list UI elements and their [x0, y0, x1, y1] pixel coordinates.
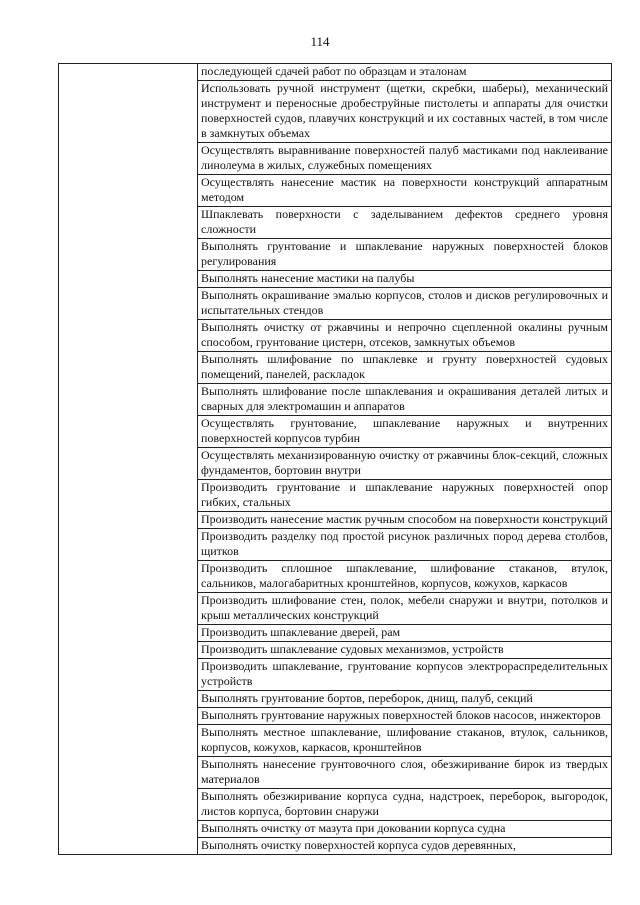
cell-text: Выполнять грунтование бортов, переборок, днищ, палуб, секций	[201, 691, 533, 705]
table-cell	[198, 175, 612, 207]
table-body	[59, 64, 612, 855]
table-cell	[198, 352, 612, 384]
cell-text: Выполнять грунтование и шпаклевание наружных поверхностей блоков регулирования	[201, 239, 608, 268]
cell-text: Выполнять нанесение грунтовочного слоя, обезжиривание бирок из твердых материалов	[201, 757, 608, 786]
empty-left-cell	[59, 64, 198, 855]
cell-text: Производить шпаклевание, грунтование корпусов электрораспределительных устройств	[201, 659, 608, 688]
requirements-table	[58, 63, 612, 855]
table-cell	[198, 512, 612, 529]
cell-text: Выполнять обезжиривание корпуса судна, надстроек, переборок, выгородок, листов корпуса, бортовин снаружи	[201, 789, 608, 818]
cell-text: Выполнять очистку от мазута при доковании корпуса судна	[201, 821, 506, 835]
cell-text: Выполнять нанесение мастики на палубы	[201, 271, 415, 285]
table-cell	[198, 659, 612, 691]
table-cell	[198, 271, 612, 288]
cell-text: Производить шпаклевание судовых механизмов, устройств	[201, 642, 504, 656]
table-cell	[198, 642, 612, 659]
cell-text: Осуществлять механизированную очистку от ржавчины блок-секций, сложных фундаментов, бортовин внутри	[201, 448, 608, 477]
cell-text: Шпаклевать поверхности с заделыванием дефектов среднего уровня сложности	[201, 207, 608, 236]
cell-text: Осуществлять грунтование, шпаклевание наружных и внутренних поверхностей корпусов турбин	[201, 416, 608, 445]
table-cell	[198, 448, 612, 480]
table-cell	[198, 384, 612, 416]
table-cell	[198, 625, 612, 642]
cell-text: Выполнять грунтование наружных поверхностей блоков насосов, инжекторов	[201, 708, 601, 722]
cell-text: Выполнять шлифование по шпаклевке и грунту поверхностей судовых помещений, панелей, раскладок	[201, 352, 608, 381]
table-cell	[198, 320, 612, 352]
table-cell	[198, 708, 612, 725]
table-cell	[198, 691, 612, 708]
table-cell	[198, 529, 612, 561]
cell-text: Осуществлять выравнивание поверхностей палуб мастиками под наклеивание линолеума в жилых, служебных помещениях	[201, 143, 608, 172]
cell-text: Выполнять очистку поверхностей корпуса судов деревянных,	[201, 838, 517, 852]
cell-text: Выполнять очистку от ржавчины и непрочно сцепленной окалины ручным способом, грунтование цистерн, отсеков, замкнутых объемов	[201, 320, 608, 349]
table-cell	[198, 480, 612, 512]
table-cell	[198, 593, 612, 625]
table-cell	[198, 288, 612, 320]
table-cell	[198, 725, 612, 757]
cell-text: Выполнять окрашивание эмалью корпусов, столов и дисков регулировочных и испытательных стендов	[201, 288, 608, 317]
cell-text: Производить шпаклевание дверей, рам	[201, 625, 401, 639]
table-cell	[198, 789, 612, 821]
table-row	[59, 64, 612, 81]
table-cell	[198, 239, 612, 271]
table-cell	[198, 81, 612, 143]
table-cell	[198, 64, 612, 81]
cell-text: Выполнять местное шпаклевание, шлифование стаканов, втулок, сальников, корпусов, кожухов, каркасов, кронштейнов	[201, 725, 608, 754]
cell-text: Производить шлифование стен, полок, мебели снаружи и внутри, потолков и крыш металлических конструкций	[201, 593, 608, 622]
cell-text: Использовать ручной инструмент (щетки, скребки, шаберы), механический инструмент и переносные дробеструйные пистолеты и аппараты для очистки поверхностей судов, плавучих конструкций и их составных частей, в том числе в замкнутых объемах	[201, 81, 608, 140]
table-cell	[198, 207, 612, 239]
cell-text: Осуществлять нанесение мастик на поверхности конструкций аппаратным методом	[201, 175, 608, 204]
table-cell	[198, 561, 612, 593]
table-cell	[198, 838, 612, 855]
cell-text: Производить сплошное шпаклевание, шлифование стаканов, втулок, сальников, малогабаритных кронштейнов, корпусов, кожухов, каркасов	[201, 561, 608, 590]
table-cell	[198, 143, 612, 175]
table-cell	[198, 416, 612, 448]
cell-text: последующей сдачей работ по образцам и эталонам	[201, 64, 467, 78]
table-cell	[198, 757, 612, 789]
cell-text: Выполнять шлифование после шпаклевания и окрашивания деталей литых и сварных для электромашин и аппаратов	[201, 384, 608, 413]
page-number: 114	[310, 34, 330, 49]
cell-text: Производить нанесение мастик ручным способом на поверхности конструкций	[201, 512, 608, 526]
cell-text: Производить разделку под простой рисунок различных пород дерева столбов, щитков	[201, 529, 608, 558]
table-cell	[198, 821, 612, 838]
cell-text: Производить грунтование и шпаклевание наружных поверхностей опор гибких, стальных	[201, 480, 608, 509]
